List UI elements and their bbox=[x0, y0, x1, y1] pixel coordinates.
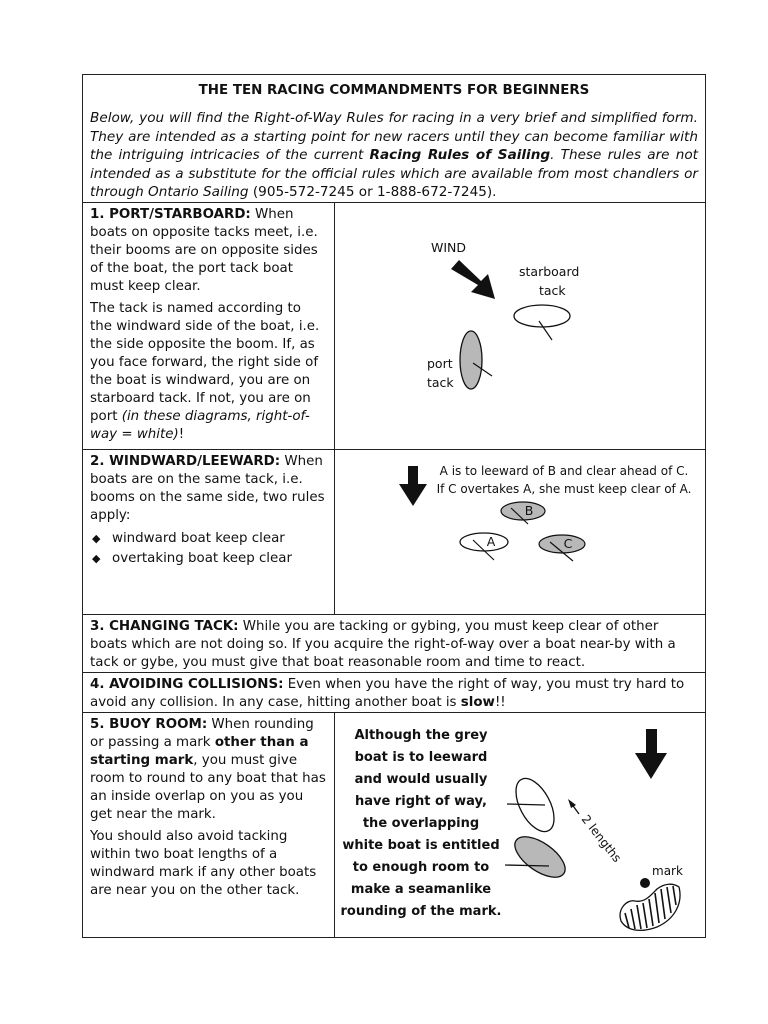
wind-label: WIND bbox=[431, 240, 467, 255]
rule-2-bullets bbox=[90, 529, 327, 569]
port-boat-grey bbox=[460, 331, 492, 389]
rounding-course-icon bbox=[620, 884, 680, 930]
svg-text:make a seamanlike: make a seamanlike bbox=[350, 882, 492, 897]
port-tack-label: tack bbox=[427, 375, 454, 390]
mark-buoy-icon bbox=[640, 878, 650, 888]
rule-3-row: 3. CHANGING TACK: While you are tacking or gybing, you must keep clear of other boats which are not doing so. If you acquire the right-of-way over a boat near-by with a tack or gybe, you must give that boat reasonable room and time to react. bbox=[83, 615, 705, 673]
boat-c-grey bbox=[539, 535, 585, 561]
svg-text:to enough room to: to enough room to bbox=[352, 860, 490, 875]
rule-3-heading: 3. CHANGING TACK: bbox=[90, 619, 239, 634]
rule-4-row: 4. AVOIDING COLLISIONS: Even when you have the right of way, you must try hard to avoid any collision. In any case, hitting another boat is slow!! bbox=[83, 673, 705, 713]
diagram-caption-line1: A is to leeward of B and clear ahead of C. bbox=[439, 464, 689, 478]
svg-text:the overlapping: the overlapping bbox=[362, 816, 480, 831]
svg-text:Although the grey: Although the grey bbox=[354, 728, 488, 743]
wind-arrow-icon bbox=[635, 729, 667, 779]
port-label: port bbox=[427, 356, 453, 371]
leeward-boat-grey bbox=[505, 829, 572, 885]
svg-text:white boat is entitled: white boat is entitled bbox=[342, 838, 500, 853]
boat-c-label: C bbox=[563, 536, 573, 551]
list-item: ◆ overtaking boat keep clear bbox=[90, 549, 327, 569]
starboard-label: starboard bbox=[519, 264, 580, 279]
svg-text:rounding of the mark.: rounding of the mark. bbox=[340, 904, 502, 919]
rule-4-heading: 4. AVOIDING COLLISIONS: bbox=[90, 677, 284, 692]
rule-1-row bbox=[83, 203, 705, 450]
diamond-bullet-icon: ◆ bbox=[92, 532, 101, 545]
rule-5-diagram bbox=[335, 713, 705, 937]
boat-b-label: B bbox=[524, 503, 534, 518]
rules-sheet bbox=[82, 74, 706, 938]
boat-a-label: A bbox=[486, 534, 496, 549]
svg-text:and would usually: and would usually bbox=[354, 772, 488, 787]
mark-label: mark bbox=[652, 864, 683, 878]
rule-2-diagram bbox=[335, 450, 705, 614]
page-title: THE TEN RACING COMMANDMENTS FOR BEGINNERS bbox=[198, 83, 590, 98]
boat-b-grey bbox=[501, 502, 545, 524]
rulebook-name: Racing Rules of Sailing bbox=[369, 147, 551, 163]
phone-numbers: (905-572-7245 or 1-888-672-7245). bbox=[248, 184, 497, 200]
two-lengths-label: 2 lengths bbox=[578, 812, 625, 865]
list-item: ◆ windward boat keep clear bbox=[90, 529, 327, 549]
rule-2-row bbox=[83, 450, 705, 615]
rule-5-heading: 5. BUOY ROOM: bbox=[90, 717, 208, 732]
rule-1-diagram bbox=[335, 203, 705, 449]
rule-5-text: 5. BUOY ROOM: When rounding or passing a mark other than a starting mark, you must give room to round to any boat that has an inside overlap on you as you get near the mark. You should also avoid tacking within two boat lengths of a windward mark if any other boats are near you on the other tack. bbox=[83, 713, 335, 937]
intro-paragraph: Below, you will find the Right-of-Way Rules for racing in a very brief and simplified form. They are intended as a starting point for new racers until they can become familiar with the intriguing intricacies of the current Racing Rules of Sailing. These rules are not intended as a substitute for the official rules which are available from most chandlers or through Ontario Sailing (905-572-7245 or 1-888-672-7245). bbox=[90, 110, 698, 200]
rule-2-heading: 2. WINDWARD/LEEWARD: bbox=[90, 454, 281, 469]
svg-text:have right of way,: have right of way, bbox=[355, 794, 487, 809]
overlapping-boat-white bbox=[507, 772, 562, 837]
buoy-room-note bbox=[341, 728, 502, 919]
wind-arrow-icon bbox=[399, 466, 427, 506]
svg-text:boat is to leeward: boat is to leeward bbox=[354, 750, 488, 765]
rule-2-text: 2. WINDWARD/LEEWARD: When boats are on the same tack, i.e. booms on the same side, two rules apply: ◆ windward boat keep clear ◆ overtaking boat keep clear bbox=[83, 450, 335, 614]
wind-arrow-icon bbox=[451, 260, 495, 299]
starboard-tack-label: tack bbox=[539, 283, 566, 298]
rule-5-row bbox=[83, 713, 705, 937]
rule-1-heading: 1. PORT/STARBOARD: bbox=[90, 207, 251, 222]
port-starboard-diagram bbox=[335, 203, 705, 449]
diamond-bullet-icon: ◆ bbox=[92, 552, 101, 565]
starboard-boat-white bbox=[514, 305, 570, 340]
diagram-caption-line2: If C overtakes A, she must keep clear of A. bbox=[436, 482, 692, 496]
windward-leeward-diagram bbox=[335, 450, 705, 614]
buoy-room-diagram bbox=[335, 713, 705, 937]
rule-1-text: 1. PORT/STARBOARD: When boats on opposite tacks meet, i.e. their booms are on opposite sides of the boat, the port tack boat must keep clear. The tack is named according to the windward side of the boat, i.e. the side opposite the boom. If, as you face forward, the right side of the boat is windward, you are on starboard tack. If not, you are on port (in these diagrams, right-of-way = white)! bbox=[83, 203, 335, 449]
boat-a-white bbox=[460, 533, 508, 560]
two-lengths-arrow-icon bbox=[568, 799, 579, 814]
intro-section bbox=[83, 75, 705, 203]
